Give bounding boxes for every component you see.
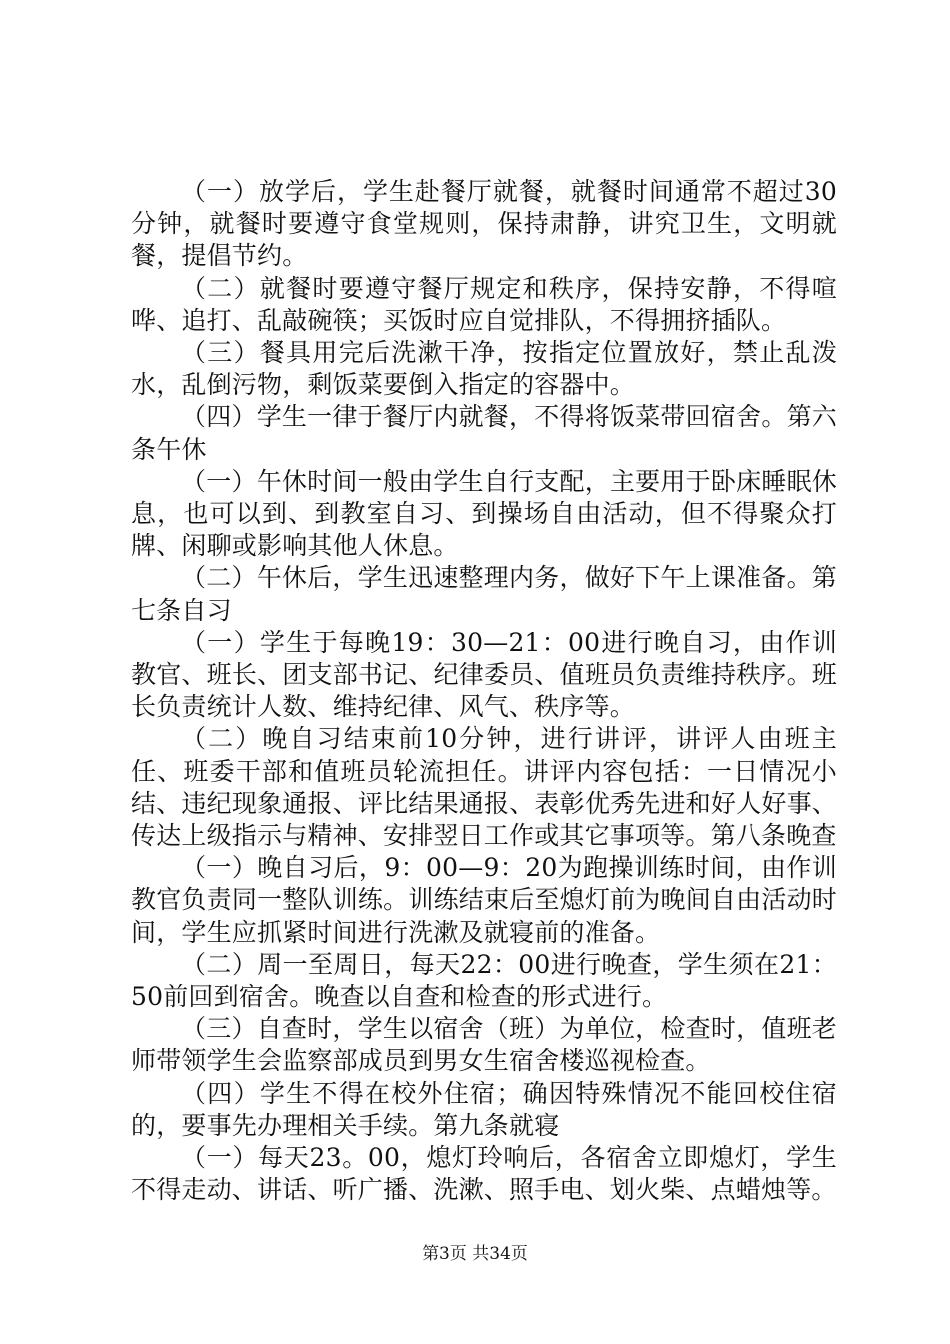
paragraph: （一）放学后，学生赴餐厅就餐，就餐时间通常不超过30分钟，就餐时要遵守食堂规则，保持肃静，讲究卫生，文明就餐，提倡节约。 xyxy=(131,177,837,271)
paragraph: （一）午休时间一般由学生自行支配，主要用于卧床睡眠休息，也可以到、到教室自习、到操场自由活动，但不得聚众打牌、闲聊或影响其他人休息。 xyxy=(131,466,837,561)
page-footer xyxy=(0,1243,950,1265)
paragraph: （三）自查时，学生以宿舍（班）为单位，检查时，值班老师带领学生会监察部成员到男女生宿舍楼巡视检查。 xyxy=(131,1014,837,1076)
paragraph: （二）就餐时要遵守餐厅规定和秩序，保持安静，不得喧哗、追打、乱敲碗筷；买饭时应自觉排队，不得拥挤插队。 xyxy=(131,273,837,335)
document-body xyxy=(131,176,837,1207)
paragraph: （一）晚自习后，9：00—9：20为跑操训练时间，由作训教官负责同一整队训练。训练结束后至熄灯前为晚间自由活动时间，学生应抓紧时间进行洗漱及就寝前的准备。 xyxy=(131,853,837,947)
paragraph: （二）午休后，学生迅速整理内务，做好下午上课准备。第七条自习 xyxy=(131,563,837,625)
paragraph: （四）学生一律于餐厅内就餐，不得将饭菜带回宿舍。第六条午休 xyxy=(131,402,837,464)
paragraph: （二）周一至周日，每天22：00进行晚查，学生须在21：50前回到宿舍。晚查以自查和检查的形式进行。 xyxy=(131,949,837,1012)
paragraph: （二）晚自习结束前10分钟，进行讲评，讲评人由班主任、班委干部和值班员轮流担任。讲评内容包括：一日情况小结、违纪现象通报、评比结果通报、表彰优秀先进和好人好事、传达上级指示与精神、安排翌日工作或其它事项等。第八条晚查 xyxy=(131,724,837,851)
paragraph: （三）餐具用完后洗漱干净，按指定位置放好，禁止乱泼水，乱倒污物，剩饭菜要倒入指定的容器中。 xyxy=(131,338,837,400)
paragraph: （一）学生于每晚19：30—21：00进行晚自习，由作训教官、班长、团支部书记、纪律委员、值班员负责维持秩序。班长负责统计人数、维持纪律、风气、秩序等。 xyxy=(131,627,837,722)
page-number: 第3页 共34页 xyxy=(422,1244,528,1264)
paragraph: （一）每天23。00，熄灯玲响后，各宿舍立即熄灯，学生不得走动、讲话、听广播、洗漱、照手电、划火柴、点蜡烛等。 xyxy=(131,1143,837,1205)
paragraph: （四）学生不得在校外住宿；确因特殊情况不能回校住宿的，要事先办理相关手续。第九条就寝 xyxy=(131,1078,837,1140)
